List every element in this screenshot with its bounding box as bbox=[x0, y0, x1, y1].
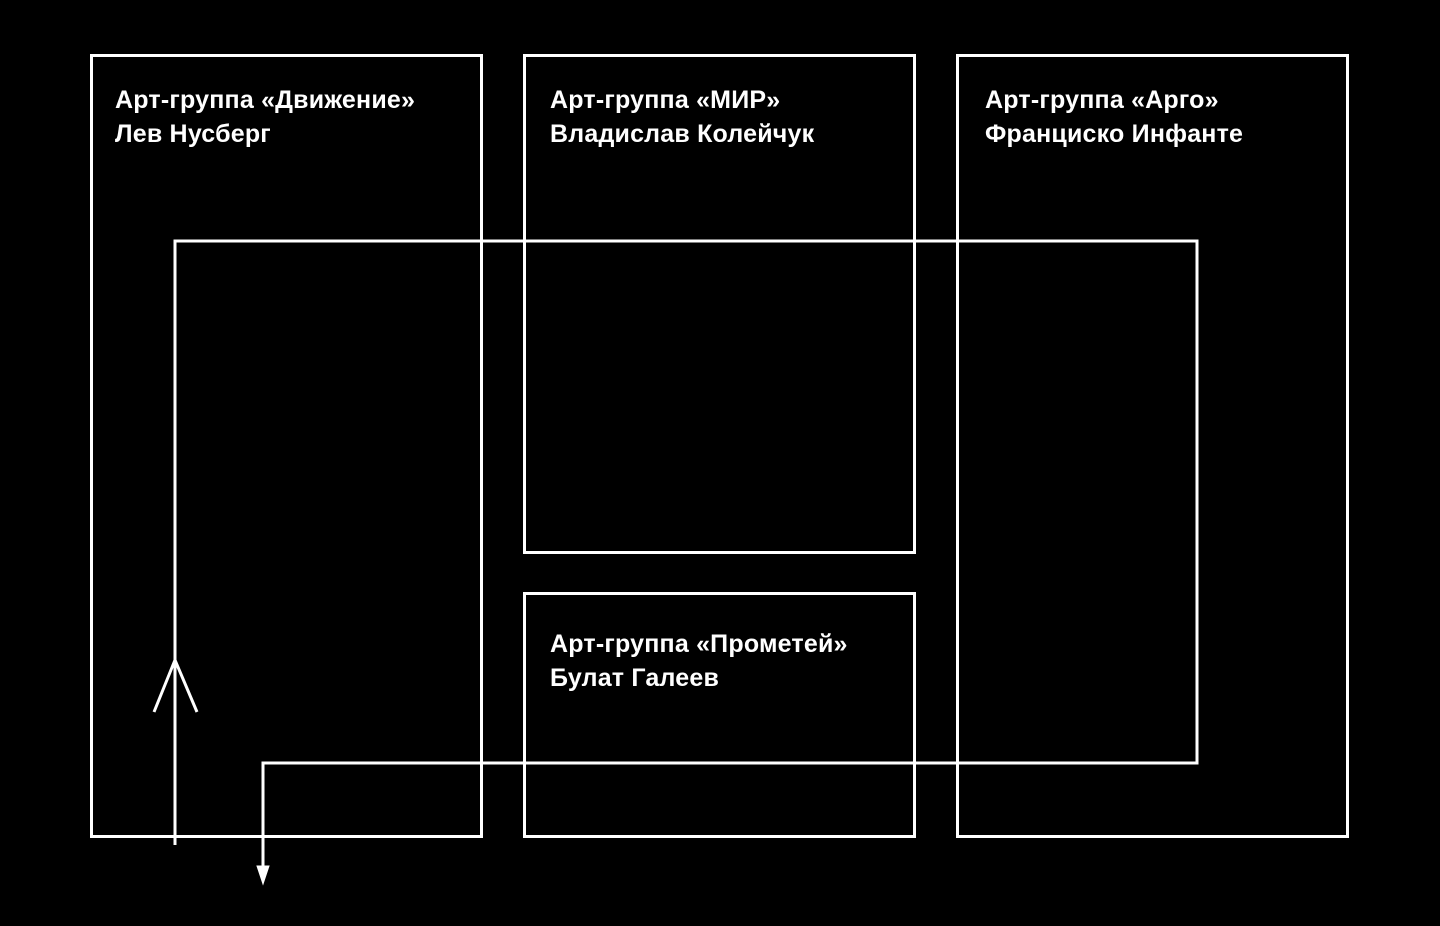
group-box-dvizhenie bbox=[90, 54, 483, 838]
arrow-down-icon bbox=[257, 866, 269, 884]
group-label-argo bbox=[985, 83, 1243, 151]
group-author: Франциско Инфанте bbox=[985, 120, 1244, 148]
group-title: Арт-группа «Прометей» bbox=[550, 630, 848, 658]
group-author: Булат Галеев bbox=[550, 664, 720, 692]
group-label-mir bbox=[550, 83, 814, 151]
group-title: Арт-группа «Арго» bbox=[985, 86, 1219, 114]
group-box-argo bbox=[956, 54, 1349, 838]
group-title: Арт-группа «МИР» bbox=[550, 86, 781, 114]
group-author: Лев Нусберг bbox=[115, 120, 271, 148]
group-label-prometey bbox=[550, 627, 848, 695]
group-title: Арт-группа «Движение» bbox=[115, 86, 416, 114]
group-label-dvizhenie bbox=[115, 83, 415, 151]
group-author: Владислав Колейчук bbox=[550, 120, 815, 148]
